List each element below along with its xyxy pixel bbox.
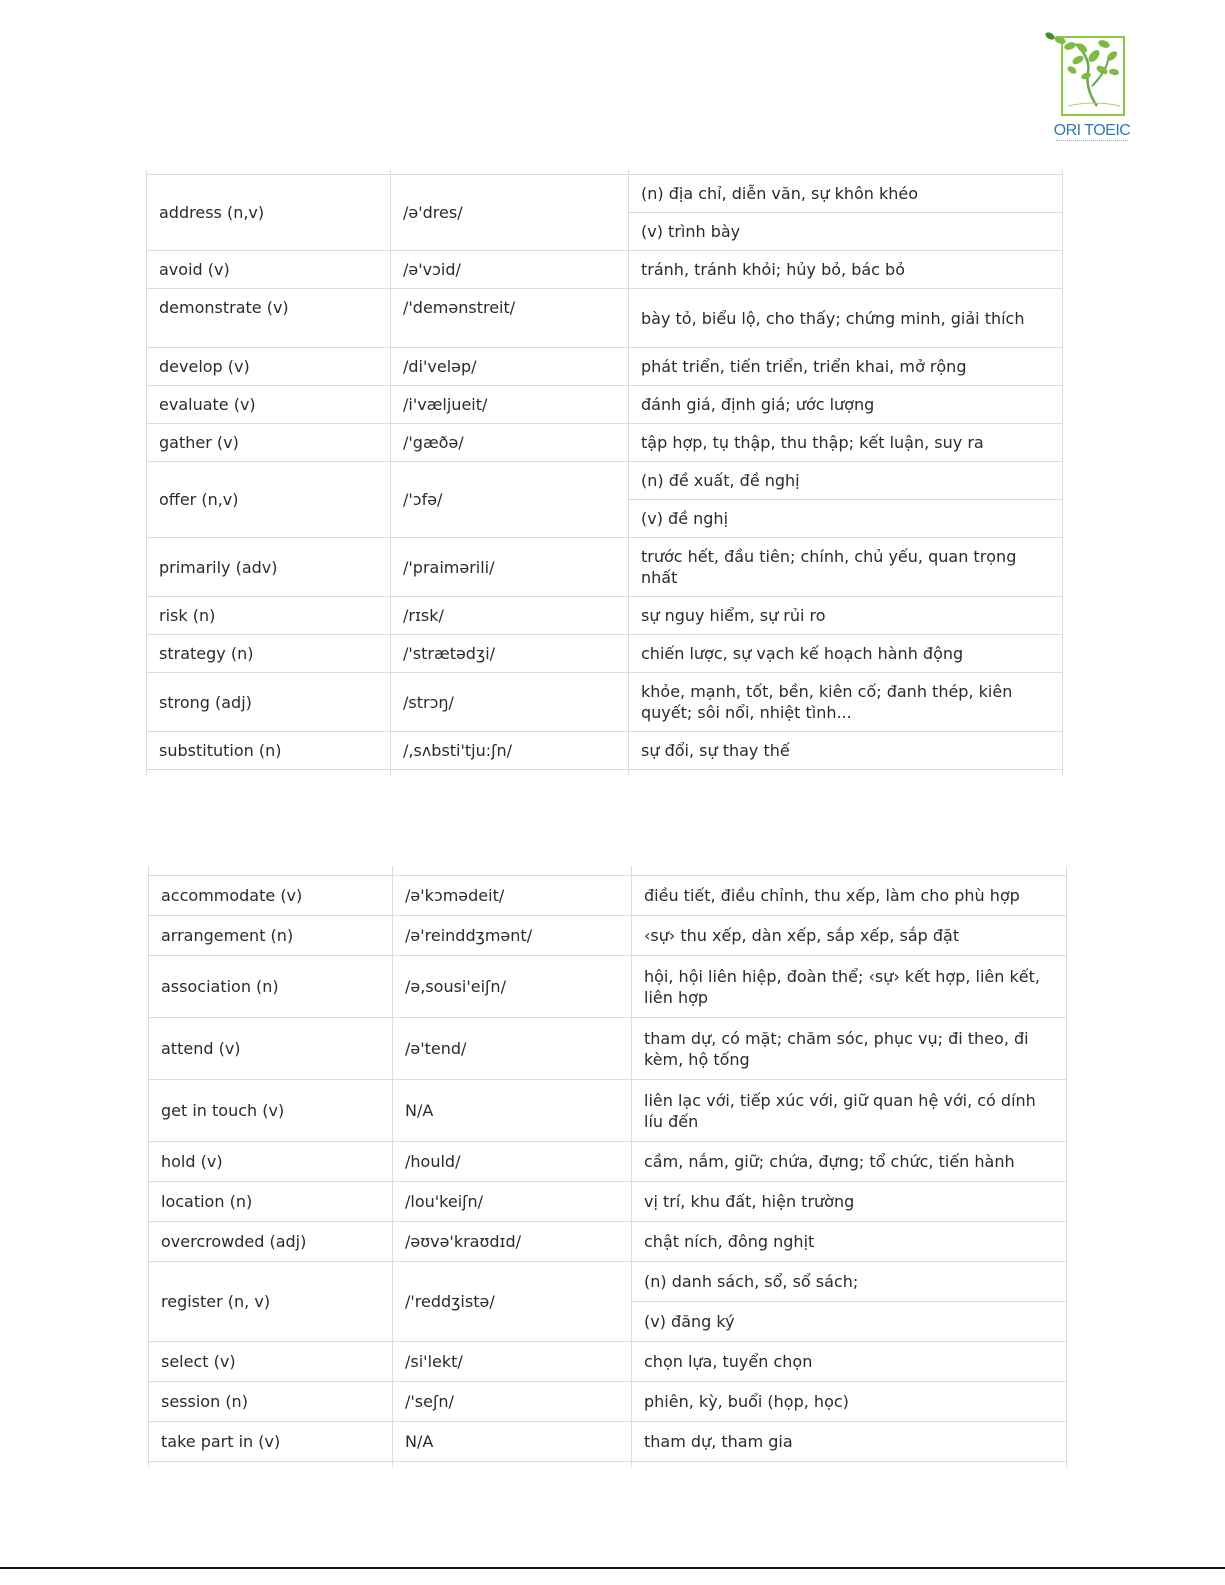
word-cell: offer (n,v) bbox=[147, 462, 391, 538]
pronunciation-cell: /ə'tend/ bbox=[393, 1018, 632, 1080]
meaning-cell: (n) danh sách, sổ, sổ sách; bbox=[632, 1262, 1067, 1302]
table-row bbox=[147, 462, 1063, 500]
word-cell: select (v) bbox=[149, 1342, 393, 1382]
meaning-cell: tránh, tránh khỏi; hủy bỏ, bác bỏ bbox=[629, 251, 1063, 289]
vocabulary-table-1 bbox=[146, 170, 1063, 775]
pronunciation-cell: /hould/ bbox=[393, 1142, 632, 1182]
meaning-cell: ‹sự› thu xếp, dàn xếp, sắp xếp, sắp đặt bbox=[632, 916, 1067, 956]
pronunciation-cell: /ə'reinddʒmənt/ bbox=[393, 916, 632, 956]
pronunciation-cell: N/A bbox=[393, 1422, 632, 1462]
word-cell: attend (v) bbox=[149, 1018, 393, 1080]
table-row bbox=[149, 1262, 1067, 1302]
word-cell: overcrowded (adj) bbox=[149, 1222, 393, 1262]
pronunciation-cell: /'gæðə/ bbox=[391, 424, 629, 462]
word-cell: arrangement (n) bbox=[149, 916, 393, 956]
word-cell: strategy (n) bbox=[147, 635, 391, 673]
meaning-cell: liên lạc với, tiếp xúc với, giữ quan hệ với, có dính líu đến bbox=[632, 1080, 1067, 1142]
pronunciation-cell: /'deməns​treit/ bbox=[391, 289, 629, 348]
pronunciation-cell: /ə'vɔid/ bbox=[391, 251, 629, 289]
spacer-cell bbox=[391, 770, 629, 776]
table-row bbox=[149, 916, 1067, 956]
table-end-row bbox=[147, 770, 1063, 776]
table-end-row bbox=[149, 1462, 1067, 1468]
meaning-cell: tham dự, có mặt; chăm sóc, phục vụ; đi theo, đi kèm, hộ tống bbox=[632, 1018, 1067, 1080]
table-row bbox=[149, 1382, 1067, 1422]
word-cell: substitution (n) bbox=[147, 732, 391, 770]
word-cell: strong (adj) bbox=[147, 673, 391, 732]
word-cell: session (n) bbox=[149, 1382, 393, 1422]
table-row bbox=[147, 424, 1063, 462]
spacer-cell bbox=[393, 1462, 632, 1468]
pronunciation-cell: /'reddʒistə/ bbox=[393, 1262, 632, 1342]
pronunciation-cell: N/A bbox=[393, 1080, 632, 1142]
ori-toeic-logo bbox=[1042, 26, 1134, 150]
pronunciation-cell: /si'lekt/ bbox=[393, 1342, 632, 1382]
pronunciation-cell: /'ɔfə/ bbox=[391, 462, 629, 538]
meaning-cell: tập hợp, tụ thập, thu thập; kết luận, suy ra bbox=[629, 424, 1063, 462]
meaning-cell: (v) đề nghị bbox=[629, 500, 1063, 538]
page-bottom-rule bbox=[0, 1567, 1225, 1569]
word-cell: get in touch (v) bbox=[149, 1080, 393, 1142]
word-cell: develop (v) bbox=[147, 348, 391, 386]
meaning-cell: phiên, kỳ, buổi (họp, học) bbox=[632, 1382, 1067, 1422]
table-row bbox=[149, 1222, 1067, 1262]
table-row bbox=[149, 1182, 1067, 1222]
meaning-cell: điều tiết, điều chỉnh, thu xếp, làm cho phù hợp bbox=[632, 876, 1067, 916]
meaning-cell: chật ních, đông nghịt bbox=[632, 1222, 1067, 1262]
pronunciation-cell: /'praimərili/ bbox=[391, 538, 629, 597]
table-row bbox=[147, 673, 1063, 732]
pronunciation-cell: /'strætədʒi/ bbox=[391, 635, 629, 673]
word-cell: avoid (v) bbox=[147, 251, 391, 289]
meaning-cell: vị trí, khu đất, hiện trường bbox=[632, 1182, 1067, 1222]
table-row bbox=[149, 1018, 1067, 1080]
pronunciation-cell: /ə'kɔmədeit/ bbox=[393, 876, 632, 916]
pronunciation-cell: /,sʌbsti'tju:ʃn/ bbox=[391, 732, 629, 770]
pronunciation-cell: /di'veləp/ bbox=[391, 348, 629, 386]
word-cell: demonstrate (v) bbox=[147, 289, 391, 348]
meaning-cell: hội, hội liên hiệp, đoàn thể; ‹sự› kết hợp, liên kết, liên hợp bbox=[632, 956, 1067, 1018]
word-cell: association (n) bbox=[149, 956, 393, 1018]
meaning-cell: sự nguy hiểm, sự rủi ro bbox=[629, 597, 1063, 635]
logo-text: ORI TOEIC bbox=[1053, 122, 1131, 139]
meaning-cell: (n) địa chỉ, diễn văn, sự khôn khéo bbox=[629, 175, 1063, 213]
table-row bbox=[149, 1342, 1067, 1382]
word-cell: register (n, v) bbox=[149, 1262, 393, 1342]
pronunciation-cell: /ə'dres/ bbox=[391, 175, 629, 251]
table-row bbox=[149, 1142, 1067, 1182]
logo-tagline-decoration bbox=[1056, 140, 1128, 144]
meaning-cell: sự đổi, sự thay thế bbox=[629, 732, 1063, 770]
meaning-cell: khỏe, mạnh, tốt, bền, kiên cố; đanh thép, kiên quyết; sôi nổi, nhiệt tình... bbox=[629, 673, 1063, 732]
spacer-cell bbox=[147, 770, 391, 776]
pronunciation-cell: /əʊvə'kraʊdɪd/ bbox=[393, 1222, 632, 1262]
pronunciation-cell: /rɪsk/ bbox=[391, 597, 629, 635]
vocabulary-table-2 bbox=[148, 866, 1067, 1467]
spacer-cell bbox=[149, 1462, 393, 1468]
meaning-cell: chọn lựa, tuyển chọn bbox=[632, 1342, 1067, 1382]
table-row bbox=[147, 289, 1063, 348]
pronunciation-cell: /strɔŋ/ bbox=[391, 673, 629, 732]
spacer-cell bbox=[632, 1462, 1067, 1468]
table-row bbox=[147, 538, 1063, 597]
table-top-spacer bbox=[149, 866, 1067, 876]
word-cell: primarily (adv) bbox=[147, 538, 391, 597]
vocabulary-table-2-body bbox=[149, 866, 1067, 1467]
table-row bbox=[147, 348, 1063, 386]
table-row bbox=[147, 732, 1063, 770]
spacer-cell bbox=[149, 866, 393, 876]
table-row bbox=[147, 251, 1063, 289]
word-cell: evaluate (v) bbox=[147, 386, 391, 424]
table-row bbox=[149, 876, 1067, 916]
meaning-cell: (v) trình bày bbox=[629, 213, 1063, 251]
meaning-cell: đánh giá, định giá; ước lượng bbox=[629, 386, 1063, 424]
word-cell: accommodate (v) bbox=[149, 876, 393, 916]
vocabulary-table-1-body bbox=[147, 170, 1063, 775]
pronunciation-cell: /i'væljueit/ bbox=[391, 386, 629, 424]
table-row bbox=[149, 1422, 1067, 1462]
meaning-cell: (n) đề xuất, đề nghị bbox=[629, 462, 1063, 500]
word-cell: location (n) bbox=[149, 1182, 393, 1222]
table-row bbox=[147, 597, 1063, 635]
meaning-cell: tham dự, tham gia bbox=[632, 1422, 1067, 1462]
word-cell: address (n,v) bbox=[147, 175, 391, 251]
meaning-cell: bày tỏ, biểu lộ, cho thấy; chứng minh, giải thích bbox=[629, 289, 1063, 348]
table-row bbox=[147, 175, 1063, 213]
pronunciation-cell: /ə,sousi'eiʃn/ bbox=[393, 956, 632, 1018]
word-cell: take part in (v) bbox=[149, 1422, 393, 1462]
spacer-cell bbox=[632, 866, 1067, 876]
table-row bbox=[147, 386, 1063, 424]
spacer-cell bbox=[629, 770, 1063, 776]
meaning-cell: cầm, nắm, giữ; chứa, đựng; tổ chức, tiến hành bbox=[632, 1142, 1067, 1182]
table-row bbox=[149, 1080, 1067, 1142]
word-cell: gather (v) bbox=[147, 424, 391, 462]
meaning-cell: chiến lược, sự vạch kế hoạch hành động bbox=[629, 635, 1063, 673]
word-cell: risk (n) bbox=[147, 597, 391, 635]
spacer-cell bbox=[393, 866, 632, 876]
pronunciation-cell: /lou'keiʃn/ bbox=[393, 1182, 632, 1222]
tree-logo-icon bbox=[1042, 26, 1142, 122]
meaning-cell: trước hết, đầu tiên; chính, chủ yếu, quan trọng nhất bbox=[629, 538, 1063, 597]
table-row bbox=[149, 956, 1067, 1018]
table-row bbox=[147, 635, 1063, 673]
pronunciation-cell: /'seʃn/ bbox=[393, 1382, 632, 1422]
word-cell: hold (v) bbox=[149, 1142, 393, 1182]
meaning-cell: phát triển, tiến triển, triển khai, mở rộng bbox=[629, 348, 1063, 386]
meaning-cell: (v) đăng ký bbox=[632, 1302, 1067, 1342]
